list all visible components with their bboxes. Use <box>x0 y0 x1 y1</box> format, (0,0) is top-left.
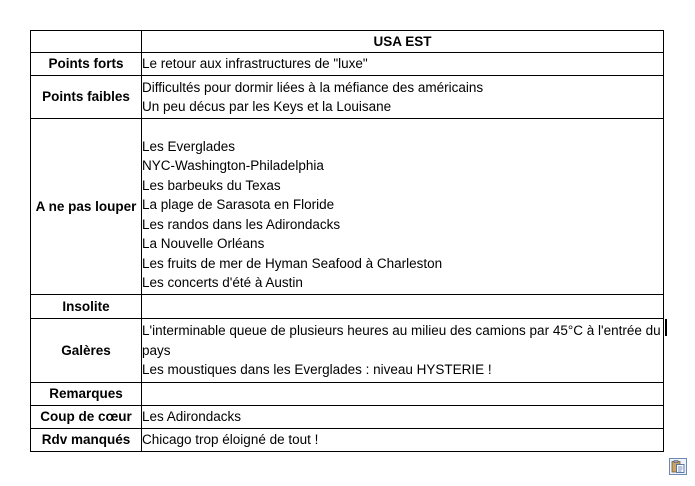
column-header: USA EST <box>142 31 664 53</box>
row-content <box>142 383 664 406</box>
row-content <box>142 76 664 119</box>
row-label: Galères <box>31 319 142 383</box>
table-row-galeres <box>31 319 664 383</box>
row-label: Insolite <box>31 295 142 319</box>
content-line: Difficultés pour dormir liées à la méfiance des américains <box>142 79 484 95</box>
row-label: Remarques <box>31 383 142 406</box>
content-line: NYC-Washington-Philadelphia <box>142 158 324 173</box>
content-line: Les moustiques dans les Everglades : niveau HYSTERIE ! <box>142 362 492 378</box>
content-line: Les Adirondacks <box>142 409 242 425</box>
row-label: Points forts <box>31 53 142 76</box>
table-row-points-forts <box>31 53 664 76</box>
table-row-a-ne-pas-louper <box>31 119 664 295</box>
content-line: Les concerts d'été à Austin <box>142 275 303 290</box>
row-content <box>142 319 664 383</box>
text-cursor <box>665 319 667 336</box>
row-content <box>142 429 664 452</box>
content-line: La plage de Sarasota en Floride <box>142 197 335 212</box>
row-label: Points faibles <box>31 76 142 119</box>
row-content <box>142 119 664 295</box>
summary-table <box>30 30 664 452</box>
row-content <box>142 295 664 319</box>
content-line: L'interminable queue de plusieurs heures au milieu des camions par 45°C à l'entrée du pays <box>142 323 661 358</box>
content-line: Les randos dans les Adirondacks <box>142 216 341 232</box>
paste-options-icon[interactable] <box>669 458 687 475</box>
content-line: Les Everglades <box>142 138 236 154</box>
table-row-points-faibles <box>31 76 664 119</box>
row-content <box>142 406 664 429</box>
content-line: Le retour aux infrastructures de "luxe" <box>142 56 368 72</box>
corner-cell <box>31 31 142 53</box>
content-line: Un peu décus par les Keys et la Louisane <box>142 99 392 114</box>
table-header-row <box>31 31 664 53</box>
row-label: Rdv manqués <box>31 429 142 452</box>
table-row-insolite <box>31 295 664 319</box>
content-line: Les fruits de mer de Hyman Seafood à Charleston <box>142 255 443 271</box>
table-row-rdv-manques <box>31 429 664 452</box>
row-label: Coup de cœur <box>31 406 142 429</box>
content-line: Les barbeuks du Texas <box>142 177 281 193</box>
content-line: La Nouvelle Orléans <box>142 236 265 251</box>
content-line: Chicago trop éloigné de tout ! <box>142 432 319 448</box>
table-row-coup-de-coeur <box>31 406 664 429</box>
row-content <box>142 53 664 76</box>
table-row-remarques <box>31 383 664 406</box>
row-label: A ne pas louper <box>31 119 142 295</box>
clipboard-icon <box>671 460 685 473</box>
